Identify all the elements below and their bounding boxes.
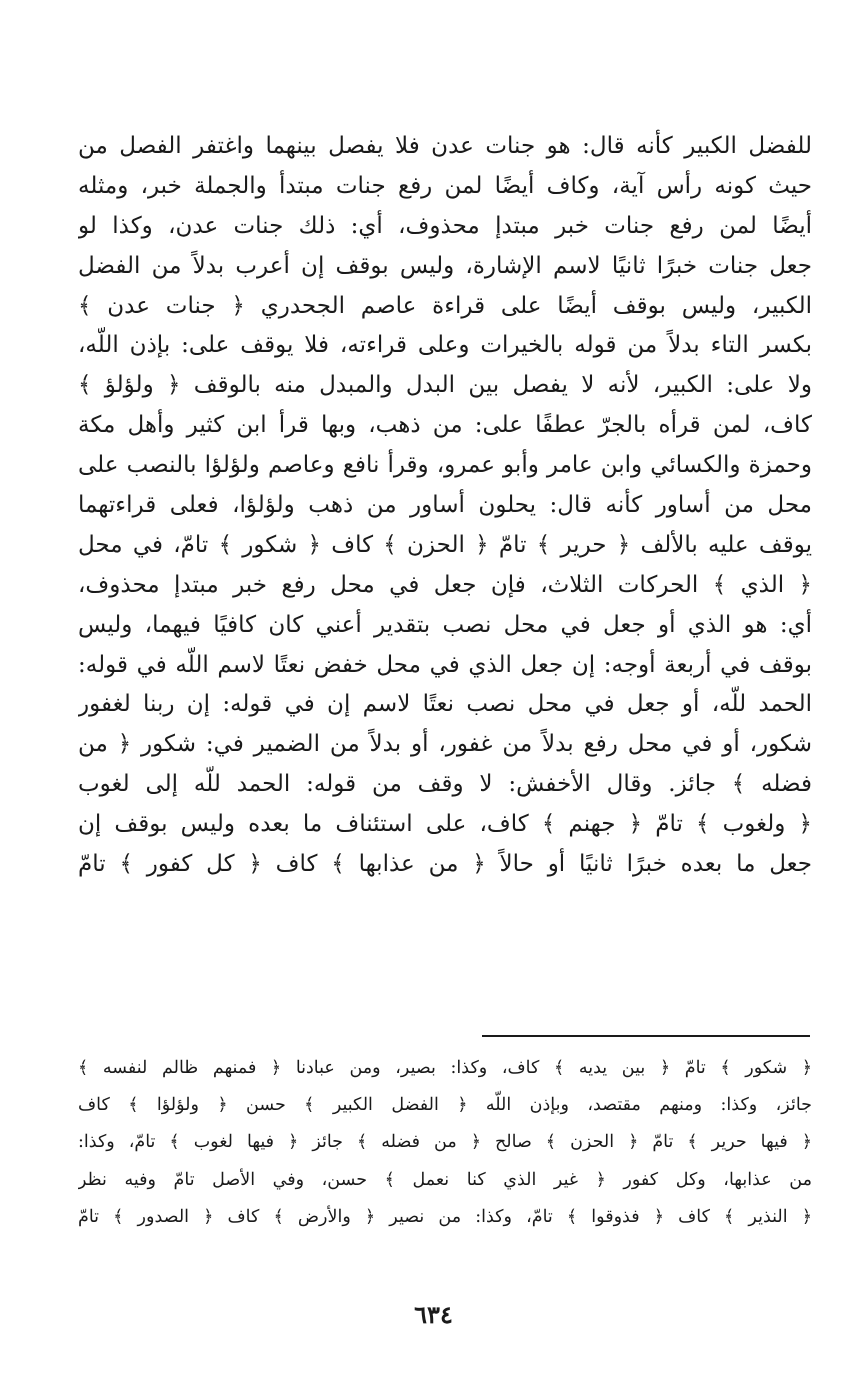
- main-text-line: وحمزة والكسائي وابن عامر وأبو عمرو، وقرأ نافع وعاصم ولؤلؤا بالنصب على: [78, 452, 812, 479]
- main-text-line: ولا على: الكبير، لأنه لا يفصل بين البدل والمبدل منه بالوقف ﴿ ولؤلؤ ﴾: [78, 372, 812, 399]
- main-text-line: بوقف في أربعة أوجه: إن جعل الذي في محل خفض نعتًا لاسم اللّه في قوله:: [78, 651, 812, 678]
- footnote-line: ﴿ النذير ﴾ كاف ﴿ فذوقوا ﴾ تامّ، وكذا: من نصير ﴿ والأرض ﴾ كاف ﴿ الصدور ﴾ تامّ: [78, 1206, 812, 1227]
- main-text-line: فضله ﴾ جائز. وقال الأخفش: لا وقف من قوله: الحمد للّه إلى لغوب: [78, 771, 812, 798]
- main-text-line: بكسر التاء بدلاً من قوله بالخيرات وعلى قراءته، فلا يوقف على: بإذن اللّه،: [78, 332, 812, 359]
- main-text-line: ﴿ الذي ﴾ الحركات الثلاث، فإن جعل في محل رفع خبر مبتدإ محذوف،: [78, 571, 812, 598]
- main-text-line: حيث كونه رأس آية، وكاف أيضًا لمن رفع جنات مبتدأ والجملة خبر، ومثله: [78, 172, 812, 199]
- footnote-line: ﴿ فيها حرير ﴾ تامّ ﴿ الحزن ﴾ صالح ﴿ من فضله ﴾ جائز ﴿ فيها لغوب ﴾ تامّ، وكذا:: [78, 1132, 812, 1153]
- main-text-line: جعل جنات خبرًا ثانيًا لاسم الإشارة، وليس بوقف إن أعرب بدلاً من الفضل: [78, 252, 812, 279]
- main-text-line: الكبير، وليس بوقف أيضًا على قراءة عاصم الجحدري ﴿ جنات عدن ﴾: [78, 292, 812, 319]
- main-text-line: أي: هو الذي أو جعل في محل نصب بتقدير أعني كان كافيًا فيهما، وليس: [78, 611, 812, 638]
- main-text-line: يوقف عليه بالألف ﴿ حرير ﴾ تامّ ﴿ الحزن ﴾ كاف ﴿ شكور ﴾ تامّ، في محل: [78, 531, 812, 558]
- main-text-line: أيضًا لمن رفع جنات خبر مبتدإ محذوف، أي: ذلك جنات عدن، وكذا لو: [78, 212, 812, 239]
- main-text-line: ﴿ ولغوب ﴾ تامّ ﴿ جهنم ﴾ كاف، على استئناف ما بعده وليس بوقف إن: [78, 811, 812, 838]
- footnote-line: ﴿ شكور ﴾ تامّ ﴿ بين يديه ﴾ كاف، وكذا: بصير، ومن عبادنا ﴿ فمنهم ظالم لنفسه ﴾: [78, 1058, 812, 1078]
- footnote-line: من عذابها، وكل كفور ﴿ غير الذي كنا نعمل ﴾ حسن، وفي الأصل تامّ وفيه نظر: [78, 1169, 812, 1190]
- page-number: ٦٣٤: [414, 1300, 453, 1329]
- main-text-line: كاف، لمن قرأه بالجرّ عطفًا على: من ذهب، وبها قرأ ابن كثير وأهل مكة: [78, 412, 812, 439]
- main-text-line: محل من أساور كأنه قال: يحلون أساور من ذهب ولؤلؤا، فعلى قراءتهما: [78, 492, 812, 519]
- footnotes: [78, 1050, 812, 1236]
- main-text-line: الحمد للّه، أو جعل في محل نصب نعتًا لاسم إن في قوله: إن ربنا لغفور: [78, 691, 812, 718]
- main-text-body: [78, 127, 812, 885]
- footnote-line: جائز، وكذا: ومنهم مقتصد، وبإذن اللّه ﴿ الفضل الكبير ﴾ حسن ﴿ ولؤلؤا ﴾ كاف: [78, 1095, 812, 1116]
- main-text-line: للفضل الكبير كأنه قال: هو جنات عدن فلا يفصل بينهما واغتفر الفصل من: [78, 133, 812, 159]
- main-text-line: شكور، أو في محل رفع بدلاً من غفور، أو بدلاً من الضمير في: شكور ﴿ من: [78, 731, 812, 758]
- main-text-line: جعل ما بعده خبرًا ثانيًا أو حالاً ﴿ من عذابها ﴾ كاف ﴿ كل كفور ﴾ تامّ: [78, 851, 812, 878]
- footnote-divider: [482, 1035, 810, 1037]
